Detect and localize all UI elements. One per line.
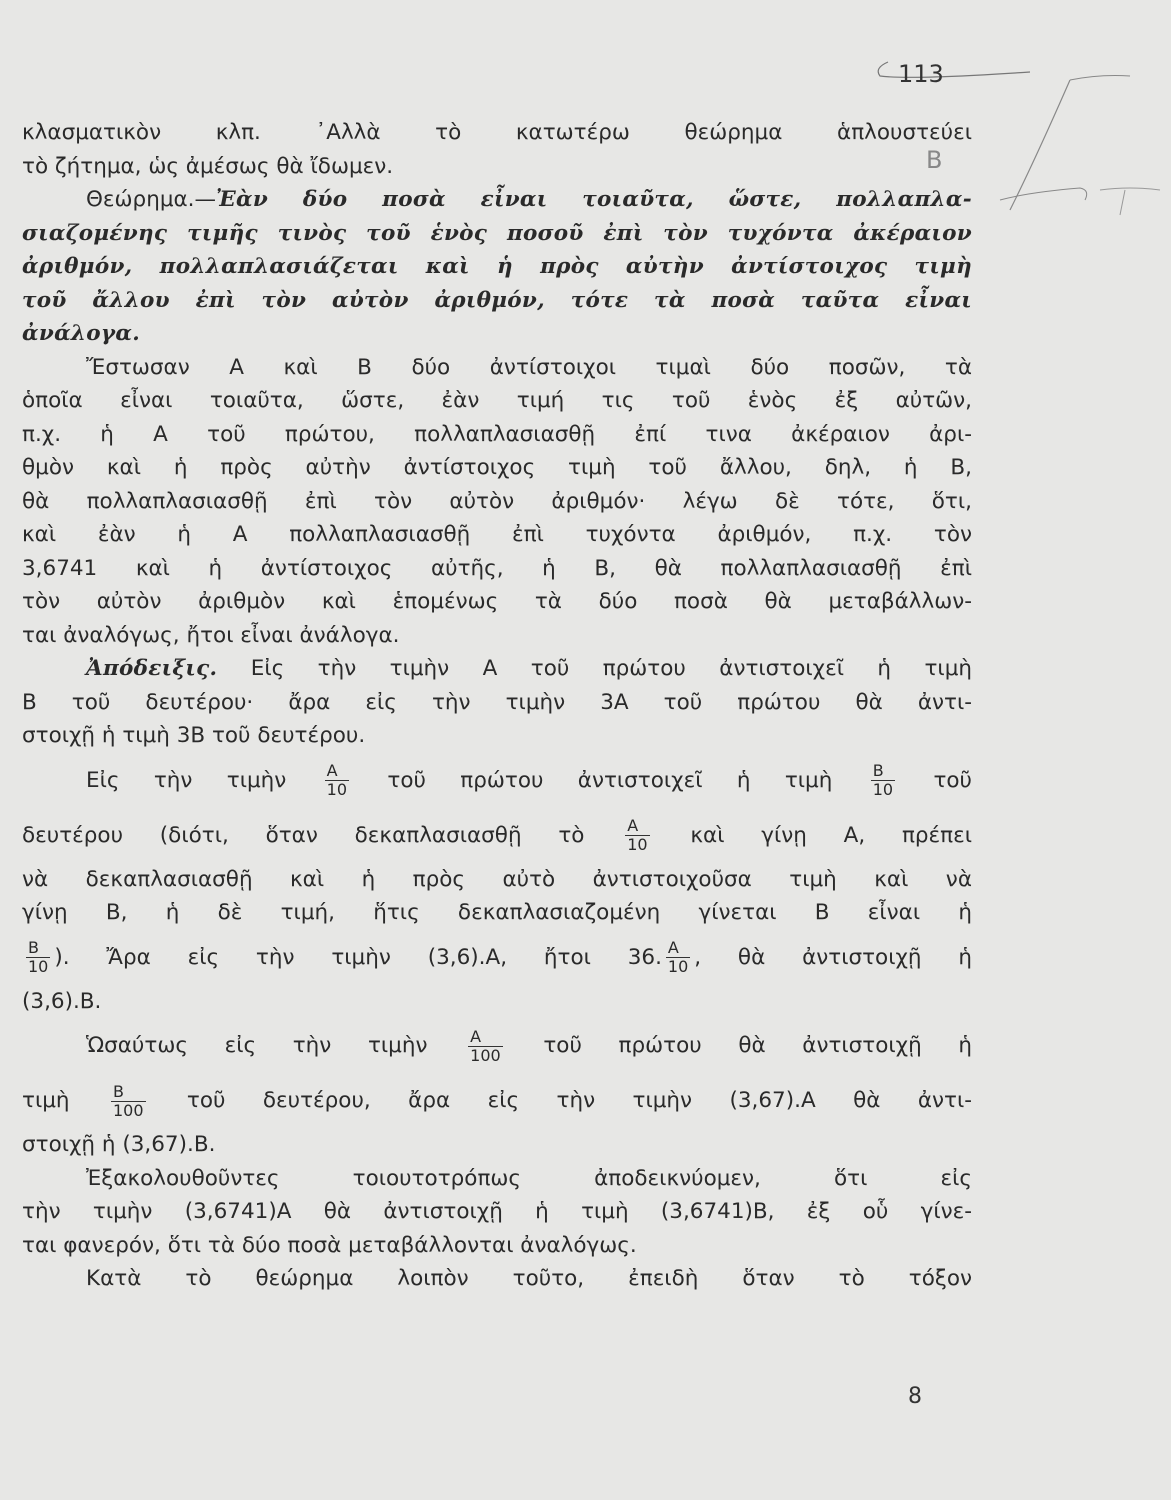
proof-text: Εἰς τὴν τιμὴν Α τοῦ πρώτου ἀντιστοιχεῖ ἡ τιμὴ: [250, 656, 972, 681]
fraction-b-10: [26, 939, 50, 976]
text-segment: ). Ἄρα εἰς τὴν τιμὴν (3,6).Α, ἤτοι 36.: [54, 944, 662, 970]
text-line: Ἔστωσαν Α καὶ Β δύο ἀντίστοιχοι τιμαὶ δύο ποσῶν, τὰ: [86, 354, 972, 380]
fraction-a-10: [625, 817, 649, 854]
proof-label: Ἀπόδειξις.: [86, 656, 218, 681]
margin-pencil-letter: B: [926, 146, 943, 174]
text-segment: τοῦ δευτέρου, ἄρα εἰς τὴν τιμὴν (3,67).Α θὰ ἀντι-: [186, 1088, 972, 1113]
fraction-line: [22, 1073, 972, 1128]
theorem-statement: Ἐὰν δύο ποσὰ εἶναι τοιαῦτα, ὥστε, πολλαπλα-: [216, 187, 972, 212]
fraction-line: [22, 753, 972, 808]
fraction-denominator: 10: [872, 780, 894, 799]
theorem-line: τοῦ ἄλλου ἐπὶ τὸν αὐτὸν ἀριθμόν, τότε τὰ ποσὰ ταῦτα εἶναι: [22, 287, 972, 313]
text-line: θμὸν καὶ ἡ πρὸς αὐτὴν ἀντίστοιχος τιμὴ τοῦ ἄλλου, δηλ, ἡ Β,: [22, 455, 972, 480]
fraction-numerator: Α: [667, 938, 679, 957]
body-text: [22, 116, 972, 1296]
fraction-numerator: Β: [112, 1081, 124, 1101]
fraction-a-10: [666, 939, 690, 976]
pencil-margin-marks: [960, 40, 1171, 240]
text-line: ὁποῖα εἶναι τοιαῦτα, ὥστε, ἐὰν τιμή τις τοῦ ἑνὸς ἐξ αὐτῶν,: [22, 388, 972, 413]
fraction-line: [22, 808, 972, 863]
signature-mark: 8: [908, 1384, 922, 1409]
fraction-denominator: 10: [667, 957, 689, 976]
text-line: γίνῃ Β, ἡ δὲ τιμή, ἥτις δεκαπλασιαζομένη γίνεται Β εἶναι ἡ: [22, 900, 972, 925]
text-line: θὰ πολλαπλασιασθῇ ἐπὶ τὸν αὐτὸν ἀριθμόν· λέγω δὲ τότε, ὅτι,: [22, 488, 972, 514]
text-segment: καὶ γίνῃ Α, πρέπει: [690, 822, 973, 848]
proof-line: [22, 652, 972, 686]
text-segment: Εἰς τὴν τιμὴν: [86, 767, 287, 793]
text-line: τὴν τιμὴν (3,6741)Α θὰ ἀντιστοιχῇ ἡ τιμὴ (3,6741)Β, ἐξ οὗ γίνε-: [22, 1199, 972, 1224]
fraction-a-100: [468, 1028, 503, 1065]
text-line: Β τοῦ δευτέρου· ἄρα εἰς τὴν τιμὴν 3Α τοῦ πρώτου θὰ ἀντι-: [22, 689, 972, 715]
text-segment: , θὰ ἀντιστοιχῇ ἡ: [694, 944, 972, 970]
theorem-label: Θεώρημα.—: [86, 187, 217, 212]
text-line: νὰ δεκαπλασιασθῇ καὶ ἡ πρὸς αὐτὸ ἀντιστοιχοῦσα τιμὴ καὶ νὰ: [22, 866, 972, 892]
fraction-numerator: Β: [28, 938, 39, 957]
text-segment: δευτέρου (διότι, ὅταν δεκαπλασιασθῇ τὸ: [22, 822, 585, 848]
fraction-line: [22, 930, 972, 985]
page-number: 113: [898, 60, 944, 88]
fraction-b-100: [111, 1083, 146, 1120]
text-line: καὶ ἐὰν ἡ Α πολλαπλασιασθῇ ἐπὶ τυχόντα ἀριθμόν, π.χ. τὸν: [22, 522, 972, 547]
text-segment: τιμὴ: [22, 1088, 70, 1113]
theorem-line: [22, 183, 972, 217]
text-line: ται φανερόν, ὅτι τὰ δύο ποσὰ μεταβάλλονται ἀναλόγως.: [22, 1232, 637, 1258]
text-segment: τοῦ: [933, 767, 972, 793]
fraction-denominator: 100: [112, 1100, 144, 1120]
theorem-line: ἀνάλογα.: [22, 321, 141, 346]
text-segment: Ὡσαύτως εἰς τὴν τιμὴν: [86, 1033, 428, 1058]
fraction-numerator: Β: [872, 761, 884, 780]
text-line: ται ἀναλόγως, ἤτοι εἶναι ἀνάλογα.: [22, 622, 400, 648]
text-line: (3,6).Β.: [22, 988, 102, 1014]
fraction-numerator: Α: [470, 1026, 482, 1046]
fraction-b-10: [871, 762, 895, 799]
fraction-denominator: 100: [470, 1045, 501, 1065]
fraction-denominator: 10: [28, 957, 49, 976]
theorem-line: σιαζομένης τιμῆς τινὸς τοῦ ἑνὸς ποσοῦ ἐπὶ τὸν τυχόντα ἀκέραιον: [22, 220, 972, 246]
text-line: στοιχῇ ἡ (3,67).Β.: [22, 1132, 216, 1157]
fraction-denominator: 10: [627, 835, 648, 854]
fraction-numerator: Α: [326, 761, 338, 780]
text-segment: τοῦ πρώτου ἀντιστοιχεῖ ἡ τιμὴ: [387, 767, 833, 793]
text-line: 3,6741 καὶ ἡ ἀντίστοιχος αὐτῆς, ἡ Β, θὰ πολλαπλασιασθῇ ἐπὶ: [22, 555, 972, 581]
theorem-line: ἀριθμόν, πολλαπλασιάζεται καὶ ἡ πρὸς αὐτὴν ἀντίστοιχος τιμὴ: [22, 254, 972, 279]
text-line: π.χ. ἡ Α τοῦ πρώτου, πολλαπλασιασθῇ ἐπί τινα ἀκέραιον ἀρι-: [22, 421, 972, 447]
text-line: στοιχῇ ἡ τιμὴ 3Β τοῦ δευτέρου.: [22, 723, 366, 748]
fraction-line: [22, 1018, 972, 1073]
text-line: Κατὰ τὸ θεώρημα λοιπὸν τοῦτο, ἐπειδὴ ὅταν τὸ τόξον: [86, 1266, 972, 1291]
text-line: Ἐξακολουθοῦντες τοιουτοτρόπως ἀποδεικνύομεν, ὅτι εἰς: [86, 1165, 972, 1191]
text-line: τὸ ζήτημα, ὡς ἀμέσως θὰ ἴδωμεν.: [22, 153, 394, 179]
fraction-a-10: [325, 762, 349, 799]
text-segment: τοῦ πρώτου θὰ ἀντιστοιχῇ ἡ: [543, 1033, 972, 1058]
fraction-denominator: 10: [326, 780, 348, 799]
text-line: τὸν αὐτὸν ἀριθμὸν καὶ ἑπομένως τὰ δύο ποσὰ θὰ μεταβάλλων-: [22, 589, 972, 614]
fraction-numerator: Α: [627, 816, 639, 835]
text-line: κλασματικὸν κλπ. ᾿Αλλὰ τὸ κατωτέρω θεώρημα ἁπλουστεύει: [22, 120, 972, 145]
